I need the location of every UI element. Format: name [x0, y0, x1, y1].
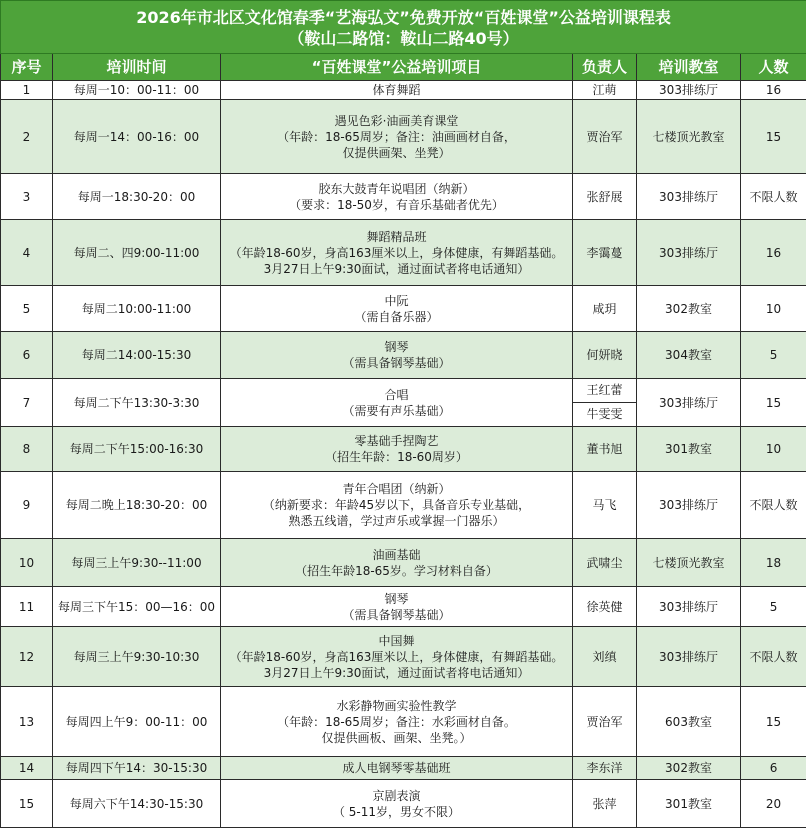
- cell-count: 不限人数: [741, 174, 806, 220]
- table-row: [1, 757, 806, 780]
- project-line: （ 5-11岁，男女不限）: [223, 804, 570, 820]
- project-line: 熟悉五线谱，学过声乐或掌握一门器乐）: [223, 513, 570, 529]
- project-line: 零基础手捏陶艺: [223, 433, 570, 449]
- column-header-room: 培训教室: [637, 54, 741, 81]
- table-row: [1, 780, 806, 828]
- cell-time: 每周二下午13:30-3:30: [53, 379, 221, 427]
- project-line: （年龄18-60岁，身高163厘米以上，身体健康，有舞蹈基础。: [223, 245, 570, 261]
- cell-room: 303排练厅: [637, 379, 741, 427]
- cell-count: 5: [741, 332, 806, 379]
- cell-leader: 董书旭: [573, 427, 637, 472]
- table-row: [1, 427, 806, 472]
- cell-no: 1: [1, 81, 53, 100]
- column-header-leader: 负责人: [573, 54, 637, 81]
- table-row: [1, 174, 806, 220]
- cell-project: [221, 220, 573, 286]
- project-line: （要求：18-50岁，有音乐基础者优先）: [223, 197, 570, 213]
- cell-leader: 何妍晓: [573, 332, 637, 379]
- cell-time: 每周三上午9:30--11:00: [53, 539, 221, 587]
- cell-no: 5: [1, 286, 53, 332]
- cell-leader: 贾治军: [573, 687, 637, 757]
- leader-name: 牛雯雯: [573, 403, 636, 426]
- cell-room: 303排练厅: [637, 587, 741, 627]
- cell-room: 301教室: [637, 780, 741, 828]
- cell-time: 每周六下午14:30-15:30: [53, 780, 221, 828]
- project-line: （年龄18-60岁，身高163厘米以上，身体健康，有舞蹈基础。: [223, 649, 570, 665]
- cell-count: 5: [741, 587, 806, 627]
- project-line: 油画基础: [223, 547, 570, 563]
- project-line: 钢琴: [223, 339, 570, 355]
- cell-time: 每周三下午15：00—16：00: [53, 587, 221, 627]
- project-line: 成人电钢琴零基础班: [223, 760, 570, 776]
- cell-count: 10: [741, 286, 806, 332]
- table-row: [1, 220, 806, 286]
- cell-room: 304教室: [637, 332, 741, 379]
- cell-leader: 徐英健: [573, 587, 637, 627]
- cell-time: 每周二14:00-15:30: [53, 332, 221, 379]
- project-line: 青年合唱团（纳新）: [223, 481, 570, 497]
- project-line: 合唱: [223, 387, 570, 403]
- project-line: 水彩静物画实验性教学: [223, 698, 570, 714]
- project-line: （需要有声乐基础）: [223, 403, 570, 419]
- cell-project: [221, 687, 573, 757]
- table-title: [1, 1, 806, 54]
- cell-leader: 贾治军: [573, 100, 637, 174]
- cell-leader: 江萌: [573, 81, 637, 100]
- cell-room: 303排练厅: [637, 627, 741, 687]
- cell-room: 303排练厅: [637, 472, 741, 539]
- cell-time: 每周二10:00-11:00: [53, 286, 221, 332]
- cell-no: 8: [1, 427, 53, 472]
- cell-leader: 李霭蔓: [573, 220, 637, 286]
- cell-room: 603教室: [637, 687, 741, 757]
- column-header-time: 培训时间: [53, 54, 221, 81]
- cell-project: [221, 472, 573, 539]
- cell-leader: 刘缜: [573, 627, 637, 687]
- column-header-count: 人数: [741, 54, 806, 81]
- project-line: （招生年龄：18-60周岁）: [223, 449, 570, 465]
- cell-no: 6: [1, 332, 53, 379]
- table-row: [1, 379, 806, 427]
- cell-count: 20: [741, 780, 806, 828]
- cell-count: 16: [741, 220, 806, 286]
- cell-count: 15: [741, 100, 806, 174]
- cell-time: 每周三上午9:30-10:30: [53, 627, 221, 687]
- cell-time: 每周二下午15:00-16:30: [53, 427, 221, 472]
- cell-count: 10: [741, 427, 806, 472]
- cell-room: 302教室: [637, 757, 741, 780]
- project-line: 京剧表演: [223, 788, 570, 804]
- cell-no: 11: [1, 587, 53, 627]
- project-line: （需具备钢琴基础）: [223, 607, 570, 623]
- table-row: [1, 100, 806, 174]
- cell-project: [221, 174, 573, 220]
- project-line: 中国舞: [223, 633, 570, 649]
- cell-room: 301教室: [637, 427, 741, 472]
- cell-project: [221, 427, 573, 472]
- cell-count: 6: [741, 757, 806, 780]
- cell-time: 每周四上午9：00-11：00: [53, 687, 221, 757]
- project-line: 遇见色彩·油画美育课堂: [223, 113, 570, 129]
- column-header-project: “百姓课堂”公益培训项目: [221, 54, 573, 81]
- table-row: [1, 627, 806, 687]
- cell-time: 每周二、四9:00-11:00: [53, 220, 221, 286]
- cell-count: 16: [741, 81, 806, 100]
- cell-count: 15: [741, 687, 806, 757]
- project-line: （纳新要求：年龄45岁以下，具备音乐专业基础，: [223, 497, 570, 513]
- table-row: [1, 472, 806, 539]
- cell-room: 七楼顶光教室: [637, 100, 741, 174]
- cell-no: 2: [1, 100, 53, 174]
- cell-project: [221, 100, 573, 174]
- table-row: [1, 687, 806, 757]
- cell-time: 每周二晚上18:30-20：00: [53, 472, 221, 539]
- title-line-2: （鞍山二路馆：鞍山二路40号）: [3, 28, 804, 49]
- project-line: 胶东大鼓青年说唱团（纳新）: [223, 181, 570, 197]
- cell-no: 9: [1, 472, 53, 539]
- project-line: 仅提供画板、画架、坐凳。）: [223, 730, 570, 746]
- leader-name: 王红蕾: [573, 379, 636, 403]
- cell-leader: 张舒展: [573, 174, 637, 220]
- table-row: [1, 286, 806, 332]
- cell-project: [221, 780, 573, 828]
- column-header-no: 序号: [1, 54, 53, 81]
- project-line: （招生年龄18-65岁。学习材料自备）: [223, 563, 570, 579]
- project-line: 钢琴: [223, 591, 570, 607]
- cell-project: [221, 332, 573, 379]
- cell-project: [221, 81, 573, 100]
- cell-count: 不限人数: [741, 472, 806, 539]
- project-line: 体育舞蹈: [223, 82, 570, 98]
- project-line: 3月27日上午9:30面试，通过面试者将电话通知）: [223, 261, 570, 277]
- cell-leader: 咸玥: [573, 286, 637, 332]
- cell-count: 18: [741, 539, 806, 587]
- cell-no: 4: [1, 220, 53, 286]
- cell-room: 303排练厅: [637, 81, 741, 100]
- cell-leader: 马飞: [573, 472, 637, 539]
- table-row: [1, 332, 806, 379]
- cell-project: [221, 627, 573, 687]
- table-row: [1, 587, 806, 627]
- cell-time: 每周一14：00-16：00: [53, 100, 221, 174]
- cell-room: 七楼顶光教室: [637, 539, 741, 587]
- project-line: 中阮: [223, 293, 570, 309]
- table-row: [1, 539, 806, 587]
- cell-no: 3: [1, 174, 53, 220]
- cell-project: [221, 539, 573, 587]
- cell-leader: 李东洋: [573, 757, 637, 780]
- cell-no: 13: [1, 687, 53, 757]
- cell-no: 12: [1, 627, 53, 687]
- column-header-row: [1, 54, 806, 81]
- cell-no: 15: [1, 780, 53, 828]
- project-line: （需具备钢琴基础）: [223, 355, 570, 371]
- cell-count: 不限人数: [741, 627, 806, 687]
- cell-time: 每周四下午14：30-15:30: [53, 757, 221, 780]
- cell-leader: 张萍: [573, 780, 637, 828]
- cell-room: 303排练厅: [637, 220, 741, 286]
- cell-leader: 武啸尘: [573, 539, 637, 587]
- project-line: （需自备乐器）: [223, 309, 570, 325]
- project-line: 仅提供画架、坐凳）: [223, 145, 570, 161]
- cell-project: [221, 379, 573, 427]
- cell-leader: [573, 379, 637, 427]
- cell-room: 302教室: [637, 286, 741, 332]
- project-line: （年龄：18-65周岁；备注：油画画材自备，: [223, 129, 570, 145]
- cell-time: 每周一10：00-11：00: [53, 81, 221, 100]
- project-line: （年龄：18-65周岁；备注：水彩画材自备。: [223, 714, 570, 730]
- cell-time: 每周一18:30-20：00: [53, 174, 221, 220]
- cell-no: 14: [1, 757, 53, 780]
- cell-count: 15: [741, 379, 806, 427]
- project-line: 舞蹈精品班: [223, 229, 570, 245]
- table-row: [1, 81, 806, 100]
- title-line-1: 2026年市北区文化馆春季“艺海弘文”免费开放“百姓课堂”公益培训课程表: [3, 7, 804, 28]
- cell-no: 7: [1, 379, 53, 427]
- cell-project: [221, 286, 573, 332]
- cell-no: 10: [1, 539, 53, 587]
- cell-project: [221, 757, 573, 780]
- cell-room: 303排练厅: [637, 174, 741, 220]
- project-line: 3月27日上午9:30面试，通过面试者将电话通知）: [223, 665, 570, 681]
- cell-project: [221, 587, 573, 627]
